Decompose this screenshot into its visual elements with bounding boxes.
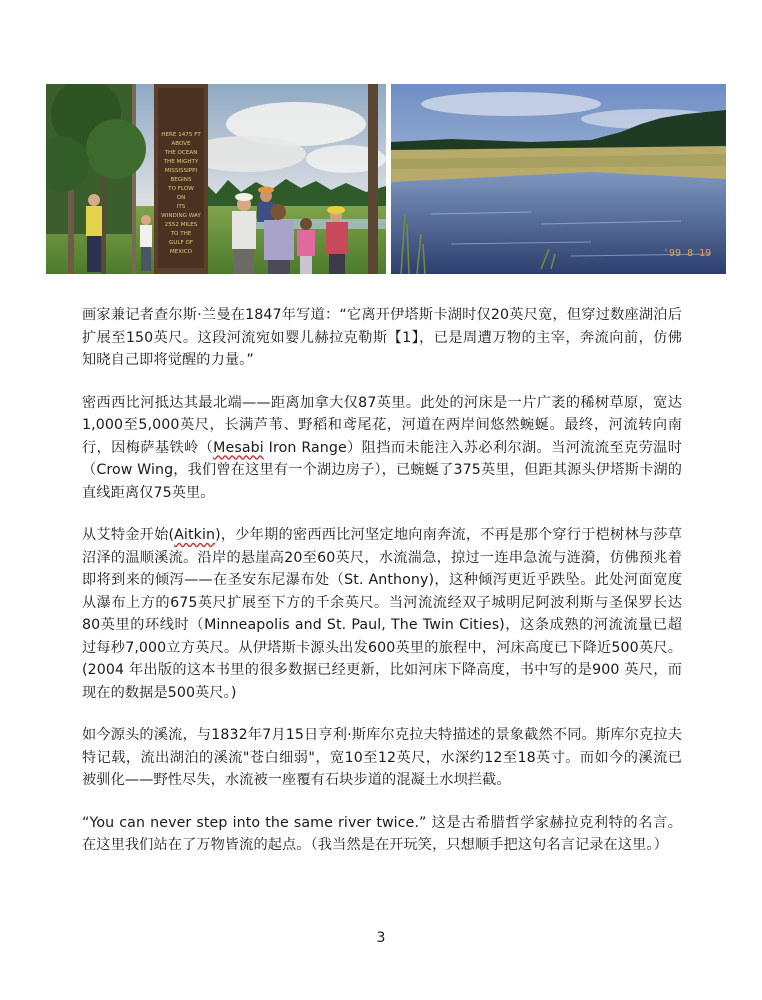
text-segment: Iron Range）阻挡而未能注入苏必利尔湖。当河流流至克劳温时（Crow Wing，我们曾在这里有一个湖边房子），已蜿蜒了375英里，但距其源头伊塔斯卡湖的直线距离仅75英里。: [82, 439, 683, 501]
sign-line: ABOVE: [171, 141, 191, 147]
sign-line: THE OCEAN: [164, 150, 198, 156]
sign-line: GULF OF: [168, 240, 194, 246]
spellcheck-word: Aitkin: [174, 527, 216, 543]
photo-row: [46, 84, 726, 274]
text-segment: )，少年期的密西西比河坚定地向南奔流，不再是那个穿行于桤树林与莎草沼泽的温顺溪流。沿岸的悬崖高20至60英尺，水流湍急，掠过一连串急流与涟漪，仿佛预兆着即将到来的倾泻——在圣安东尼瀑布处（St. Anthony)，这种倾泻更近乎跌坠。此处河面宽度从瀑布上方的675英尺扩展至下方的千余英尺。当河流流经双子城明尼阿波利斯与圣保罗长达80英里的环线时（Minneapolis and St. Paul, The Twin Cities)，这条成熟的河流流量已超过每秒7,000立方英尺。从伊塔斯卡源头出发600英里的旅程中，河床高度已下降近500英尺。 (2004 年出版的这本书里的很多数据已经更新，比如河床下降高度，书中写的是900 英尺，而现在的数据是500英尺。): [82, 527, 682, 701]
sign-line: BEGINS: [170, 177, 192, 183]
sign-line: THE MIGHTY: [163, 159, 199, 165]
sign-line: ON: [176, 195, 186, 201]
paragraph-northernmost: [82, 392, 682, 505]
sign-line: MEXICO: [169, 249, 193, 255]
photo-date-stamp: '99 8 19: [663, 248, 712, 259]
spellcheck-word: Mesabi: [213, 439, 264, 456]
text-segment: “You can never step into the same river twice.” 这是古希腊哲学家赫拉克利特的名言。在这里我们站在了万物皆流的起点。（我当然是在开玩笑，只想顺手把这句名言记录在这里。）: [82, 814, 682, 853]
sign-line: ITS: [176, 204, 186, 210]
text-segment: 画家兼记者查尔斯·兰曼在1847年写道：“它离开伊塔斯卡湖时仅20英尺宽，但穿过数座湖泊后扩展至150英尺。这段河流宛如婴儿赫拉克勒斯【1】，已是周遭万物的主宰，奔流向前，仿佛知晓自己即将觉醒的力量。”: [82, 307, 682, 368]
body-text: [82, 304, 682, 877]
paragraph-heraclitus: [82, 812, 682, 857]
paragraph-source-stream: [82, 724, 682, 792]
headwaters-sign-photo: [46, 84, 386, 274]
sign-line: WINDING WAY: [161, 213, 201, 219]
sign-line: MISSISSIPPI: [164, 168, 198, 174]
paragraph-lanman-quote: [82, 304, 682, 372]
text-segment: 密西西比河抵达其最北端——距离加拿大仅87英里。此处的河床是一片广袤的稀树草原，宽达1,000至5,000英尺，长满芦苇、野稻和鸢尾花，河道在两岸间悠然蜿蜒。最终，河流转向南行，因梅萨基铁岭（: [82, 394, 682, 456]
paragraph-aitkin: [82, 524, 682, 704]
page-number: 3: [376, 930, 386, 946]
sign-line: TO THE: [170, 231, 192, 237]
sign-line: 2552 MILES: [164, 222, 198, 228]
lake-marsh-photo: [391, 84, 726, 274]
text-segment: 如今源头的溪流，与1832年7月15日亨利·斯库尔克拉夫特描述的景象截然不同。斯库尔克拉夫特记载，流出湖泊的溪流"苍白细弱"，宽10至12英尺，水深约12至18英寸。而如今的溪流已被驯化——野性尽失，水流被一座覆有石块步道的混凝土水坝拦截。: [82, 727, 682, 788]
sign-line: HERE 1475 FT: [161, 132, 201, 138]
sign-line: TO FLOW: [168, 186, 194, 192]
text-segment: 从艾特金开始(: [82, 527, 175, 543]
